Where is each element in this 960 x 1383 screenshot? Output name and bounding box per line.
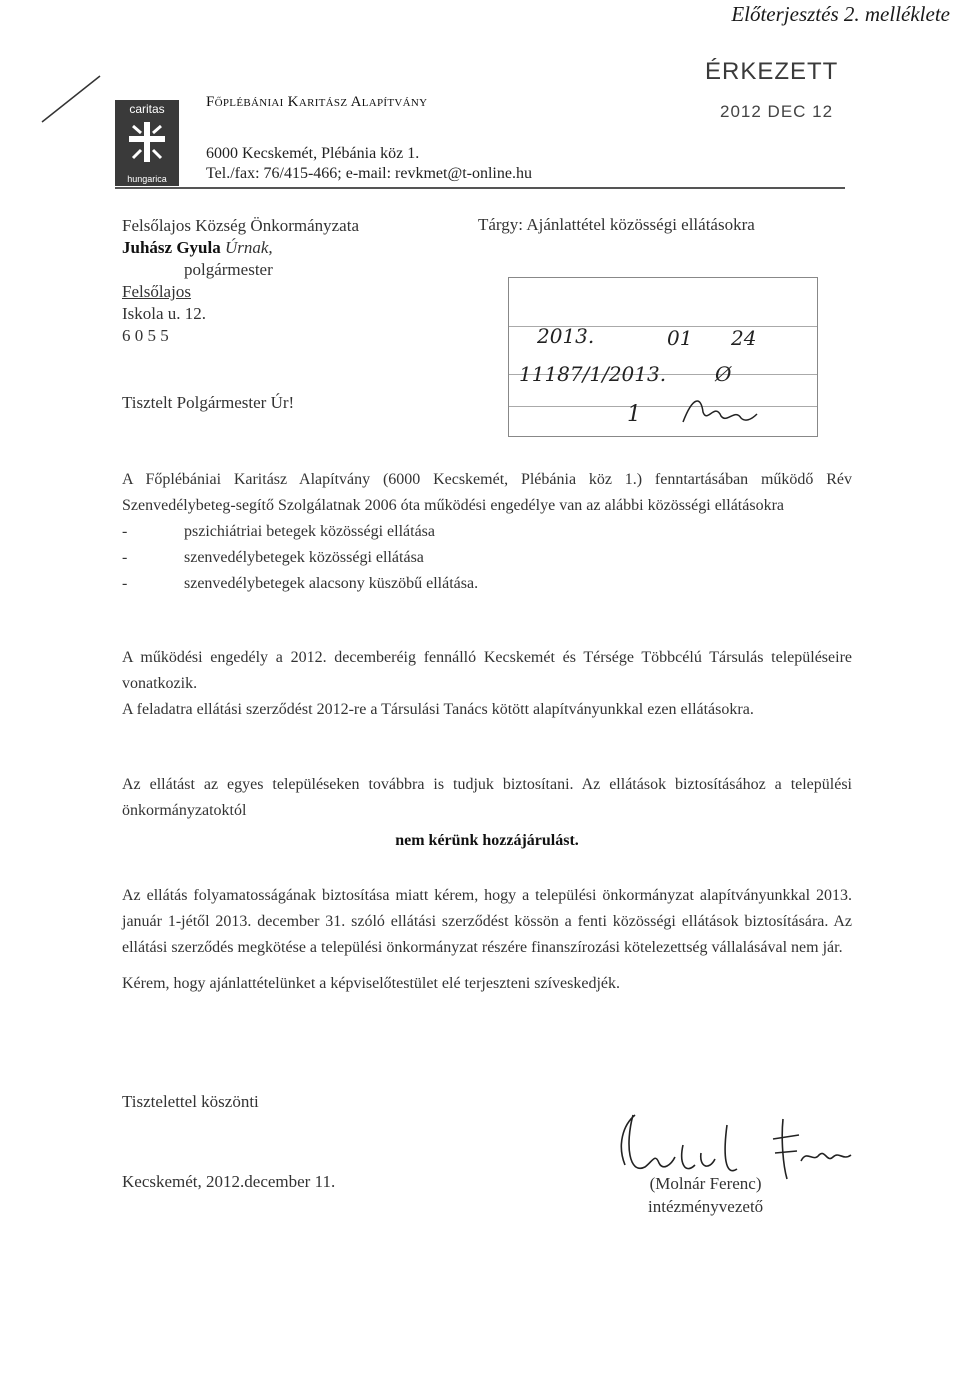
recipient-title: polgármester [184,260,273,279]
recipient-city: Felsőlajos [122,282,191,301]
letter-body-2 [122,645,852,723]
stamp-day: 24 [731,326,757,350]
letter-body [122,467,852,597]
signer-name: (Molnár Ferenc) [649,1174,762,1193]
stamp-year: 2013. [537,324,595,348]
letter-date: Kecskemét, 2012.december 11. [122,1172,336,1191]
registration-stamp [508,277,818,437]
signer-block [648,1172,763,1218]
closing-text: Tisztelettel köszönti [122,1092,259,1111]
address-line: 6000 Kecskemét, Plébánia köz 1. [206,145,420,162]
handwritten-mark-icon [40,74,102,124]
received-stamp-date: 2012 DEC 12 [720,102,834,121]
paragraph-3: A feladatra ellátási szerződést 2012-re a Társulási Tanács kötött alapítványunkkal ezen ellátásokra. [122,701,754,718]
org-name: Főplébániai Karitász Alapítvány [206,94,428,110]
paragraph-1: A Főplébániai Karitász Alapítvány (6000 Kecskemét, Plébánia köz 1.) fenntartásában működő Rév Szenvedélybeteg-segítő Szolgálatnak 2006 óta működési engedélye van az alábbi közösségi ellátásokra [122,471,852,514]
recipient-zip: 6 0 5 5 [122,326,169,345]
letter-body-3 [122,772,852,854]
logo-top-text: caritas [129,102,165,116]
list-item: - szenvedélybetegek közösségi ellátása [122,545,852,571]
recipient-honorific: Úrnak, [224,238,273,257]
stamp-dash: Ø [715,362,732,386]
list-item: - pszichiátriai betegek közösségi ellátása [122,519,852,545]
received-stamp-label: ÉRKEZETT [705,58,839,85]
contact-line: Tel./fax: 76/415-466; e-mail: revkmet@t-online.hu [206,165,532,182]
subject-line: Tárgy: Ajánlattétel közösségi ellátásokra [478,215,755,234]
letterhead-address [206,144,532,184]
paragraph-4: Az ellátást az egyes településeken továbbra is tudjuk biztosítani. Az ellátások biztosításához a települési önkormányzatoktól [122,776,852,819]
letter-body-4 [122,883,852,997]
stamp-number: 11187/1/2013. [519,362,667,386]
recipient-street: Iskola u. 12. [122,304,207,323]
stamp-signature-icon [679,394,759,430]
paragraph-6: Kérem, hogy ajánlattételünket a képviselőtestület elé terjeszteni szíveskedjék. [122,975,621,992]
attachment-label: Előterjesztés 2. melléklete [731,2,950,26]
recipient-organization: Felsőlajos Község Önkormányzata [122,216,359,235]
recipient-name: Juhász Gyula [122,238,221,257]
greeting: Tisztelt Polgármester Úr! [122,393,295,412]
logo-bottom-text: hungarica [127,174,167,184]
stamp-month: 01 [667,326,693,350]
paragraph-5: Az ellátás folyamatosságának biztosítása miatt kérem, hogy a települési önkormányzat alapítványunkkal 2013. január 1-jétől 2013. december 31. szóló ellátási szerződést kössön a fenti közösségi ellátások biztosítására. Az ellátási szerződés megkötése a települési önkormányzat részére finanszírozási kötelezettség vállalásával nem jár. [122,887,852,956]
stamp-count: 1 [627,402,641,427]
caritas-cross-icon [129,122,165,162]
caritas-logo [115,100,179,186]
paragraph-4-emphasis: nem kérünk hozzájárulást. [395,832,579,849]
recipient-name-line [122,237,359,259]
recipient-block [122,215,359,347]
signer-role: intézményvezető [648,1197,764,1216]
list-item: - szenvedélybetegek alacsony küszöbű ellátása. [122,571,852,597]
paragraph-2: A működési engedély a 2012. decemberéig fennálló Kecskemét és Térsége Többcélú Társulás településeire vonatkozik. [122,649,852,692]
letterhead-divider [115,187,845,189]
